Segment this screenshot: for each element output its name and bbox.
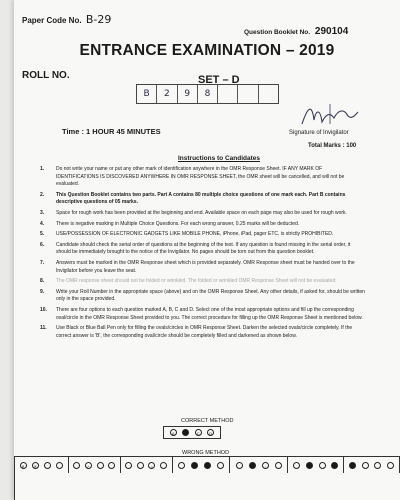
roll-box <box>259 85 278 103</box>
bubble-empty-icon <box>217 462 224 469</box>
roll-label: ROLL NO. <box>22 70 70 81</box>
roll-box <box>218 85 238 103</box>
bubble-dot-icon: • <box>148 462 155 469</box>
page-title: ENTRANCE EXAMINATION – 2019 <box>79 42 335 59</box>
bubble-filled-icon <box>249 462 256 469</box>
roll-box <box>238 85 258 103</box>
roll-box: B <box>137 85 157 103</box>
question-booklet-label: Question Booklet No. <box>244 29 311 36</box>
question-booklet-value: 290104 <box>314 26 349 37</box>
bubble-filled-icon <box>306 462 313 469</box>
bubble-empty-icon <box>374 462 381 469</box>
bubble-empty-icon <box>160 462 167 469</box>
bubble-filled-icon <box>331 462 338 469</box>
bubble-empty-icon <box>44 462 51 469</box>
time-label: Time : 1 HOUR 45 MINUTES <box>62 127 161 136</box>
instructions-title: Instructions to Candidates <box>178 155 260 162</box>
paper-code-value: B-29 <box>85 13 112 26</box>
paper-code-label: Paper Code No. <box>22 16 82 25</box>
wrong-method-row <box>14 456 400 500</box>
wrong-example <box>15 457 69 473</box>
roll-number-boxes <box>136 84 279 104</box>
paper-code <box>22 13 111 26</box>
bubble-empty-icon <box>73 462 80 469</box>
bubble-empty-icon <box>236 462 243 469</box>
bubble-filled-icon <box>349 462 356 469</box>
instruction-item: 7. Answers must be marked in the OMR Response sheet which is provided separately. OMR Response sheet must be handed over to the Invigilator before you leave the seat. <box>40 259 355 274</box>
invigilator-signature <box>300 100 360 130</box>
bubble-empty-icon <box>319 462 326 469</box>
wrong-example <box>344 457 400 473</box>
instruction-item: 6. Candidate should check the serial order of questions at the beginning of the test. If any question is found missing in the serial order, it should be immediately brought to the notice of the Invigilator. No pages should be torn out from this question booklet. <box>40 241 351 256</box>
total-marks: Total Marks : 100 <box>308 143 357 149</box>
roll-box: 2 <box>157 85 177 103</box>
bubble-d: D <box>207 429 214 436</box>
bubble-filled-icon <box>204 462 211 469</box>
bubble-empty-icon <box>137 462 144 469</box>
bubble-empty-icon <box>387 462 394 469</box>
bubble-empty-icon <box>362 462 369 469</box>
instructions-list <box>40 166 366 343</box>
bubble-crossed-icon: ✕ <box>33 463 37 469</box>
bubble-empty-icon <box>108 462 115 469</box>
bubble-ring-icon: ◦ <box>262 462 269 469</box>
instruction-item: 1. Do not write your name or put any other mark of identification anywhere in the OMR Response Sheet. IF ANY MARK OF IDENTIFICATIONS IS DISCOVERED ANYWHERE IN OMR RESPONSE SHEET, the OMR sheet will be cancelled, and will not be evaluated. <box>40 166 345 188</box>
bubble-empty-icon <box>56 462 63 469</box>
roll-box: 9 <box>178 85 198 103</box>
instruction-item: 4. There is negative marking in Multiple Choice Questions. For each wrong answer, 0.25 marks will be deducted. <box>40 220 300 227</box>
wrong-example <box>230 457 288 473</box>
set-label: SET – D <box>198 74 240 86</box>
bubble-b-filled: B <box>182 429 189 436</box>
correct-method-box <box>163 426 221 439</box>
wrong-example <box>173 457 231 473</box>
wrong-example <box>69 457 121 473</box>
bubble-a: A <box>170 429 177 436</box>
bubble-empty-icon <box>125 462 132 469</box>
roll-box: 8 <box>198 85 218 103</box>
wrong-example <box>288 457 344 473</box>
wrong-example <box>121 457 173 473</box>
instruction-item: 3. Space for rough work has been provided at the beginning and end. Available space on each page may also be used for rough work. <box>40 209 347 216</box>
correct-method-label: CORRECT METHOD <box>181 418 234 424</box>
bubble-filled-icon <box>191 462 198 469</box>
bubble-empty-icon <box>178 462 185 469</box>
bubble-empty-icon <box>293 462 300 469</box>
instruction-item: 5. USE/POSSESSION OF ELECTRONIC GADGETS LIKE MOBILE PHONE, iPhone, iPad, pager ETC. is strictly PROHIBITED. <box>40 231 334 238</box>
instruction-item: 8. The OMR response sheet should not be folded or wrinkled. The folded or wrinkled OMR Response Sheet will not be evaluated. <box>40 278 337 285</box>
instruction-item: 10. There are four options to each question marked A, B, C and D. Select one of the most appropriate options and fill up the corresponding oval/circle in the OMR Response Sheet provided to you. The correct procedure for filling up the OMR Response Sheet is mentioned below. <box>40 306 363 321</box>
signature-label: Signature of Invigilator <box>289 130 349 136</box>
instruction-item: 11. Use Black or Blue Ball Pen only for filling the ovals/circles in OMR Response Sheet. Darken the selected ovals/circle completely. If the correct answer is 'B', the corresponding oval/circle should be completely filled and darkened as shown below. <box>40 325 353 339</box>
bubble-tick-icon: ✓ <box>86 463 91 469</box>
wrong-method-label: WRONG METHOD <box>182 450 230 456</box>
bubble-crossed-icon: ✕ <box>21 463 25 469</box>
bubble-empty-icon <box>275 462 282 469</box>
bubble-empty-icon <box>97 462 104 469</box>
instruction-item: 9. Write your Roll Number in the appropriate space (above) and on the OMR Response Sheet. Any other details, if asked for, should be written only in the space provided. <box>40 288 365 303</box>
instruction-item: 2. This Question Booklet contains two parts. Part A contains 80 multiple choice questions of one mark each. Part B contains descriptive questions of 05 marks. <box>40 191 346 206</box>
bubble-c: C <box>195 429 202 436</box>
question-booklet-number <box>244 26 348 37</box>
